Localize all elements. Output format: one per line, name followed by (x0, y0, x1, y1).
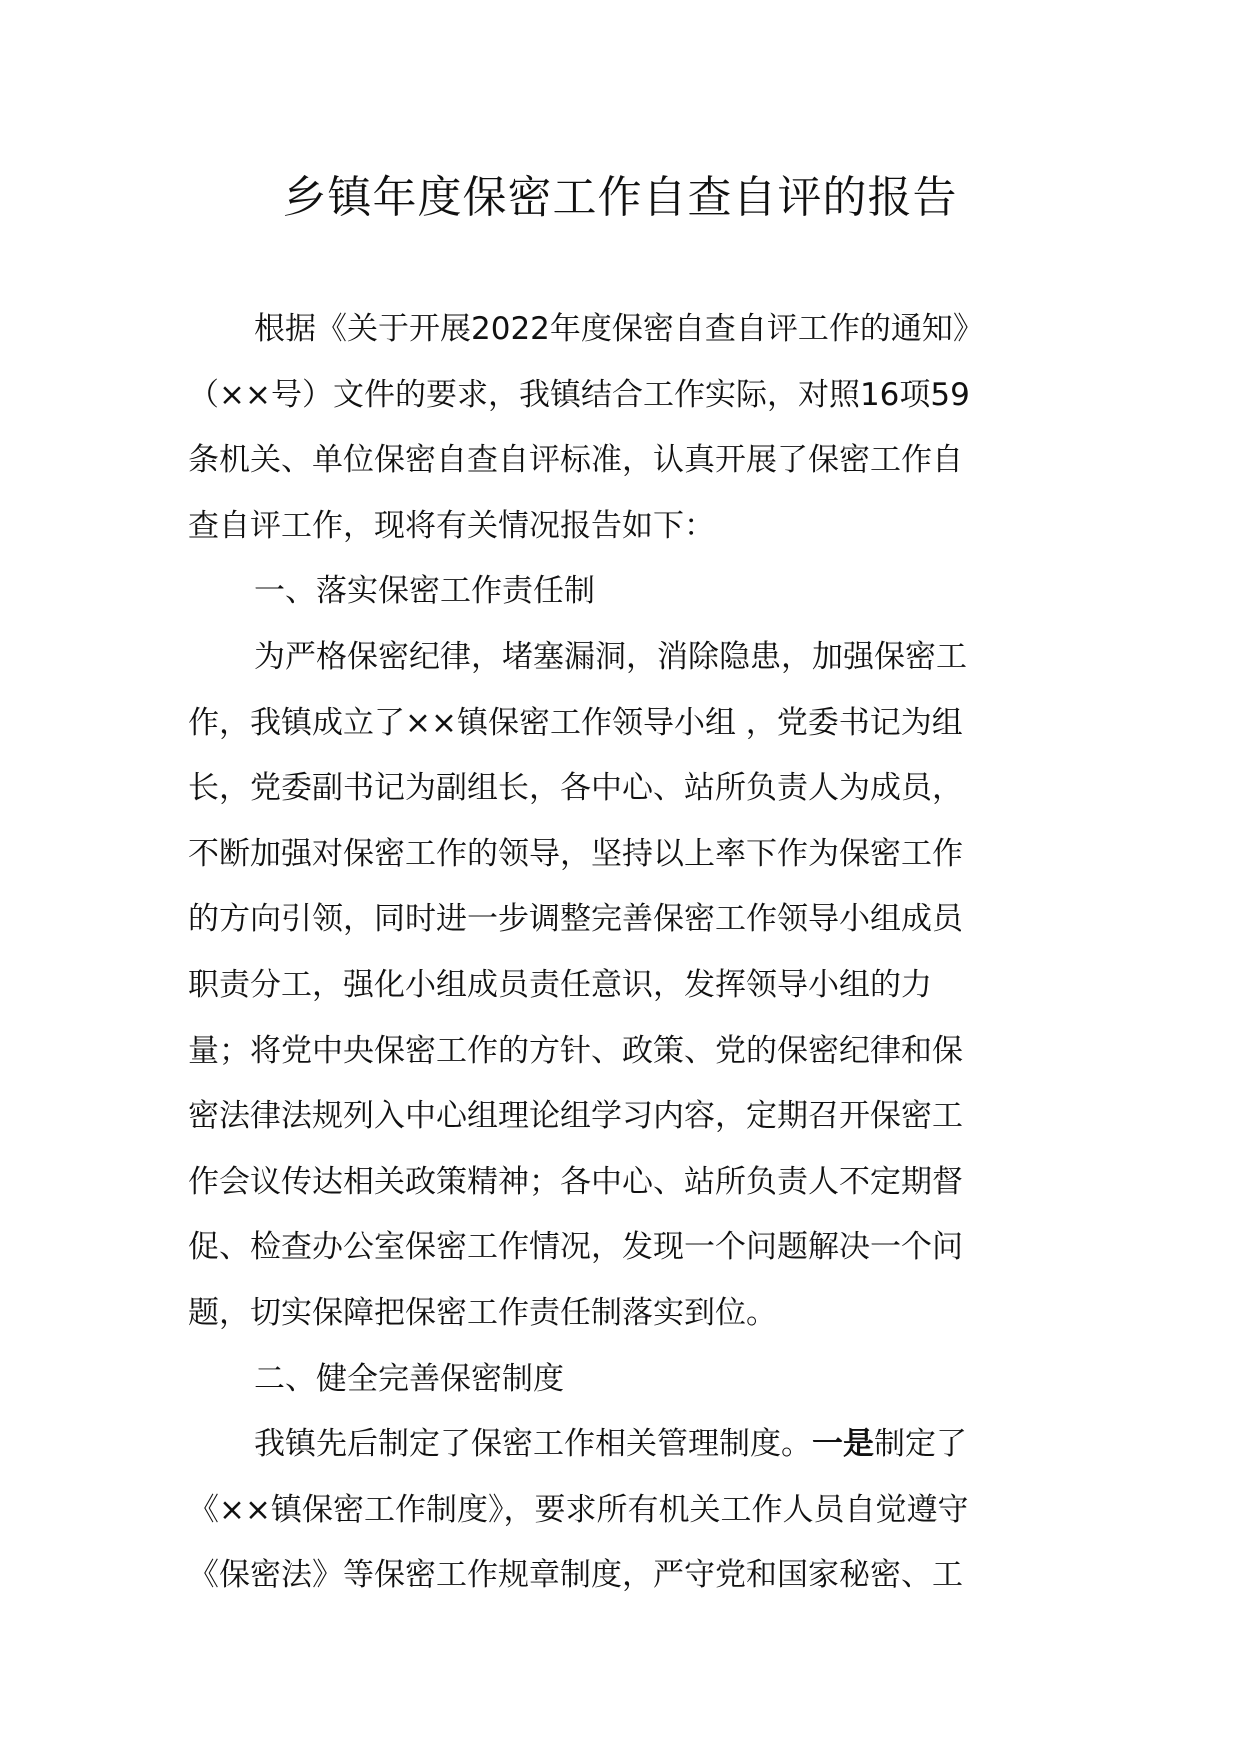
text-line: 密法律法规列入中心组理论组学习内容，定期召开保密工 (188, 1098, 963, 1135)
text-line: 长，党委副书记为副组长，各中心、站所负责人为成员， (188, 770, 963, 807)
text-line: 职责分工，强化小组成员责任意识，发挥领导小组的力 (188, 966, 932, 1003)
text-line: 作会议传达相关政策精神；各中心、站所负责人不定期督 (188, 1163, 963, 1200)
text-line: 根据《关于开展2022年度保密自查自评工作的通知》 (254, 311, 984, 347)
heading-text: 二、健全完善保密制度 (254, 1360, 564, 1397)
text-line (188, 1412, 1056, 1478)
text-line: 促、检查办公室保密工作情况，发现一个问题解决一个问 (188, 1229, 963, 1266)
text-line: 为严格保密纪律，堵塞漏洞，消除隐患，加强保密工 (254, 638, 967, 675)
text-run: 我镇先后制定了保密工作相关管理制度。 (254, 1426, 812, 1463)
text-line: 作，我镇成立了××镇保密工作领导小组 ，党委书记为组 (188, 704, 963, 741)
paragraph-intro (188, 297, 1056, 559)
text-line: 量；将党中央保密工作的方针、政策、党的保密纪律和保 (188, 1032, 963, 1069)
section-heading-2 (188, 1347, 1056, 1413)
heading-text: 一、落实保密工作责任制 (254, 573, 595, 610)
text-line: （××号）文件的要求，我镇结合工作实际，对照16项59 (188, 376, 970, 413)
text-line: 《保密法》等保密工作规章制度，严守党和国家秘密、工 (188, 1557, 963, 1594)
paragraph-section-2 (188, 1412, 1056, 1609)
document-title: 乡镇年度保密工作自查自评的报告 (282, 172, 958, 223)
text-line: 条机关、单位保密自查自评标准，认真开展了保密工作自 (188, 442, 963, 479)
text-line: 的方向引领，同时进一步调整完善保密工作领导小组成员 (188, 901, 963, 938)
section-heading-1 (188, 559, 1056, 625)
text-line: 题，切实保障把保密工作责任制落实到位。 (188, 1294, 777, 1331)
emphasis-text: 一是 (812, 1426, 874, 1463)
text-line: 《××镇保密工作制度》，要求所有机关工作人员自觉遵守 (188, 1491, 969, 1528)
paragraph-section-1 (188, 625, 1056, 1347)
text-line: 查自评工作，现将有关情况报告如下： (188, 507, 715, 544)
text-line: 不断加强对保密工作的领导，坚持以上率下作为保密工作 (188, 835, 963, 872)
text-run: 制定了 (874, 1426, 967, 1463)
document-body (188, 297, 1056, 1609)
